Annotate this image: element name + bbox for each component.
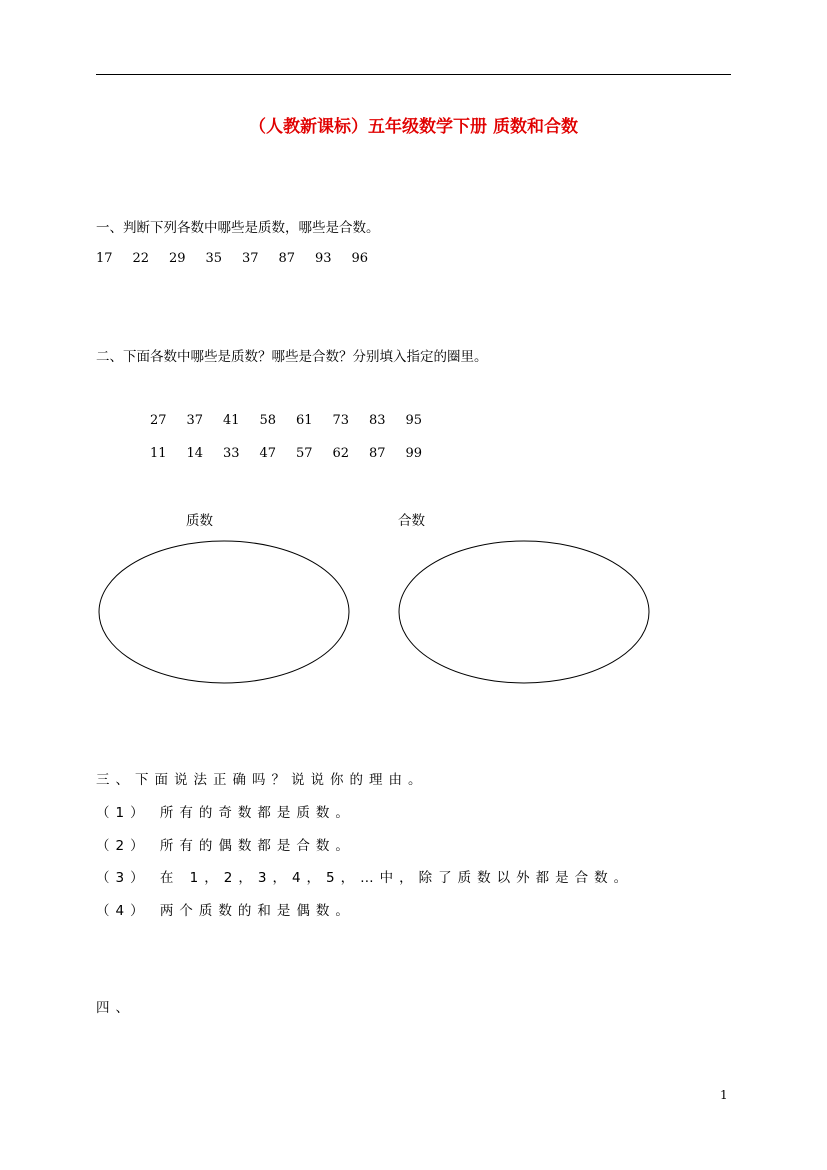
section2-row2-number: 87 bbox=[369, 446, 386, 461]
section2-row1-number: 73 bbox=[332, 413, 350, 428]
section1-number: 35 bbox=[205, 251, 223, 266]
section2-row2-number: 62 bbox=[332, 446, 350, 461]
section2-row2-number: 33 bbox=[223, 446, 240, 461]
prime-answer-oval[interactable] bbox=[99, 541, 349, 683]
section2-heading: 二、下面各数中哪些是质数？哪些是合数？分别填入指定的圈里。 bbox=[96, 349, 488, 365]
section3-heading: 三、下面说法正确吗？说说你的理由。 bbox=[96, 772, 428, 788]
section2-row2-number: 99 bbox=[405, 446, 423, 461]
section2-row1-number: 83 bbox=[369, 413, 386, 428]
section3-item-1: （1） 所有的奇数都是质数。 bbox=[96, 805, 355, 821]
composite-oval-label: 合数 bbox=[398, 513, 425, 529]
section2-row1-number: 37 bbox=[186, 413, 204, 428]
section2-row2-number: 14 bbox=[186, 446, 204, 461]
section1-number: 29 bbox=[169, 251, 186, 266]
section2-row2-number: 57 bbox=[296, 446, 313, 461]
section2-row1-number: 58 bbox=[259, 413, 277, 428]
section1-number: 87 bbox=[278, 251, 296, 266]
section1-number: 37 bbox=[242, 251, 259, 266]
section2-row1-number: 27 bbox=[150, 413, 167, 428]
section4-heading: 四、 bbox=[96, 1000, 135, 1016]
section2-row2-number: 11 bbox=[150, 446, 167, 461]
document-title: （人教新课标）五年级数学下册 质数和合数 bbox=[249, 117, 578, 137]
section1-number: 17 bbox=[96, 251, 113, 266]
section2-row1-number: 95 bbox=[405, 413, 423, 428]
section2-row2-number: 47 bbox=[259, 446, 277, 461]
section1-heading: 一、判断下列各数中哪些是质数，哪些是合数。 bbox=[96, 220, 380, 236]
composite-answer-oval[interactable] bbox=[399, 541, 649, 683]
section3-item-4: （4） 两个质数的和是偶数。 bbox=[96, 903, 355, 919]
section1-number: 96 bbox=[351, 251, 369, 266]
prime-oval-label: 质数 bbox=[186, 513, 213, 529]
section3-item-2: （2） 所有的偶数都是合数。 bbox=[96, 838, 355, 854]
section2-row1-number: 61 bbox=[296, 413, 313, 428]
section3-item-3: （3） 在 1，2，3，4，5，…中，除了质数以外都是合数。 bbox=[96, 870, 634, 886]
section1-number: 93 bbox=[315, 251, 332, 266]
page-number: 1 bbox=[720, 1088, 728, 1102]
section1-number: 22 bbox=[132, 251, 150, 266]
section2-row1-number: 41 bbox=[223, 413, 240, 428]
